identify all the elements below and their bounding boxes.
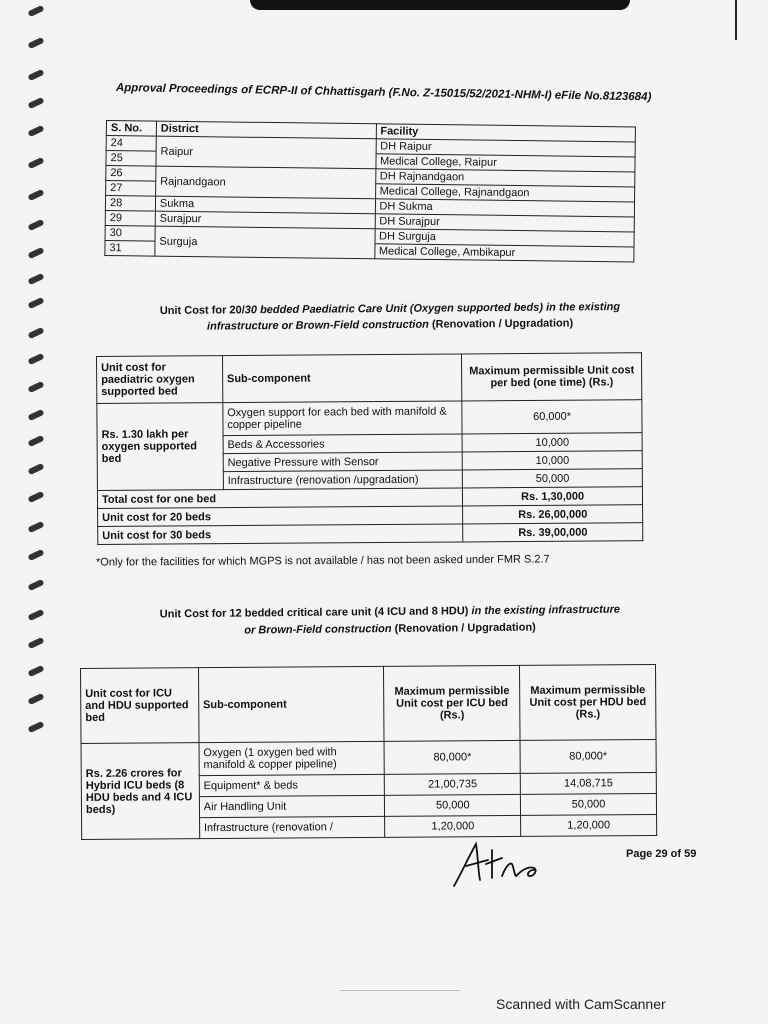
cell-facility: DH Rajnandgaon bbox=[375, 169, 635, 187]
cell-hdu-cost: 50,000 bbox=[521, 793, 657, 815]
cell-total-label: Unit cost for 30 beds bbox=[98, 524, 463, 545]
header-unit-cost: Unit cost for paediatric oxygen supported bed bbox=[97, 356, 223, 404]
cell-sno: 30 bbox=[105, 225, 155, 241]
cell-district: Sukma bbox=[155, 196, 375, 214]
cell-component: Beds & Accessories bbox=[223, 434, 463, 454]
cell-icu-cost: 50,000 bbox=[385, 794, 521, 816]
total-row bbox=[98, 523, 643, 545]
header-sno: S. No. bbox=[106, 121, 156, 137]
header-facility: Facility bbox=[376, 124, 636, 142]
cell-district: Rajnandgaon bbox=[155, 166, 375, 199]
cell-facility: Medical College, Ambikapur bbox=[374, 244, 634, 262]
cell-icu-cost: 21,00,735 bbox=[385, 773, 521, 795]
cell-sno: 25 bbox=[106, 151, 156, 167]
document-heading: Approval Proceedings of ECRP-II of Chhattisgarh (F.No. Z-15015/52/2021-NHM-I) eFile No.8123684) bbox=[115, 82, 652, 104]
cell-total-value: Rs. 26,00,000 bbox=[463, 505, 643, 524]
paediatric-cost-table bbox=[96, 352, 643, 545]
cell-component: Oxygen support for each bed with manifold & copper pipeline bbox=[223, 401, 463, 436]
cell-hdu-cost: 14,08,715 bbox=[520, 772, 656, 794]
spiral-binding-holes bbox=[22, 0, 52, 760]
cell-total-value: Rs. 1,30,000 bbox=[463, 487, 643, 506]
facility-table bbox=[104, 120, 636, 262]
header-sub-component: Sub-component bbox=[222, 354, 462, 403]
scan-smudge bbox=[340, 990, 460, 991]
caption-text: Unit Cost for 12 bedded critical care unit (4 ICU and 8 HDU) bbox=[159, 605, 469, 621]
cell-icu-cost: 80,000* bbox=[384, 740, 520, 774]
cell-cost: 10,000 bbox=[462, 451, 642, 470]
caption-text: (Renovation / Upgradation) bbox=[391, 621, 536, 635]
page-number bbox=[626, 848, 696, 860]
cell-cost: 10,000 bbox=[462, 433, 642, 452]
cell-cost: 60,000* bbox=[462, 400, 642, 434]
caption-text: Unit Cost for 20/ bbox=[159, 304, 245, 318]
cell-district: Raipur bbox=[156, 136, 376, 169]
caption-text: (Renovation / Upgradation) bbox=[428, 317, 574, 331]
cell-hdu-cost: 80,000* bbox=[520, 739, 656, 773]
cell-district: Surguja bbox=[155, 226, 375, 259]
cell-facility: Medical College, Rajnandgaon bbox=[375, 184, 635, 202]
header-sub-component: Sub-component bbox=[198, 666, 384, 742]
cell-facility: DH Surguja bbox=[375, 229, 635, 247]
cell-component: Infrastructure (renovation /upgradation) bbox=[223, 470, 463, 490]
scanner-watermark: Scanned with CamScanner bbox=[496, 996, 666, 1012]
cell-unit-cost: Rs. 2.26 crores for Hybrid ICU beds (8 HDU beds and 4 ICU beds) bbox=[81, 743, 199, 840]
cell-component: Negative Pressure with Sensor bbox=[223, 452, 463, 472]
header-district: District bbox=[156, 121, 376, 139]
header-icu-cost: Maximum permissible Unit cost per ICU bed (Rs.) bbox=[384, 665, 520, 741]
header-hdu-cost: Maximum permissible Unit cost per HDU bed (Rs.) bbox=[520, 664, 656, 740]
cell-component: Air Handling Unit bbox=[199, 795, 385, 817]
caption-text-italic: in the existing infrastructure bbox=[468, 603, 621, 618]
cell-component: Infrastructure (renovation / bbox=[199, 816, 385, 838]
scan-top-edge bbox=[250, 0, 630, 10]
cell-sno: 26 bbox=[106, 166, 156, 182]
critical-care-cost-table bbox=[80, 664, 657, 840]
cell-facility: DH Raipur bbox=[376, 139, 636, 157]
caption-text-italic: 30 bedded Paediatric Care Unit (Oxygen supported beds) in the existing bbox=[244, 300, 621, 317]
cell-total-value: Rs. 39,00,000 bbox=[463, 523, 643, 542]
table-row bbox=[97, 400, 642, 437]
cell-hdu-cost: 1,20,000 bbox=[521, 814, 657, 836]
cell-sno: 27 bbox=[106, 181, 156, 197]
cell-icu-cost: 1,20,000 bbox=[385, 815, 521, 837]
cell-unit-cost: Rs. 1.30 lakh per oxygen supported bed bbox=[97, 403, 223, 491]
cell-component: Equipment* & beds bbox=[199, 774, 385, 796]
critical-care-caption bbox=[110, 601, 670, 641]
cell-sno: 29 bbox=[105, 210, 155, 226]
cell-component: Oxygen (1 oxygen bed with manifold & copper pipeline) bbox=[199, 741, 385, 775]
paediatric-caption bbox=[120, 299, 660, 336]
cell-total-label: Total cost for one bed bbox=[97, 488, 462, 509]
table-header-row bbox=[97, 353, 642, 404]
caption-text-italic: or Brown-Field construction bbox=[244, 622, 392, 637]
handwritten-signature bbox=[448, 836, 558, 896]
table-header-row bbox=[81, 664, 657, 743]
page-total: 59 bbox=[684, 848, 697, 860]
cell-district: Surajpur bbox=[155, 211, 375, 229]
cell-cost: 50,000 bbox=[463, 469, 643, 488]
page-prefix: Page bbox=[626, 848, 656, 860]
cell-sno: 31 bbox=[105, 240, 155, 256]
cell-facility: Medical College, Raipur bbox=[375, 154, 635, 172]
paediatric-footnote: *Only for the facilities for which MGPS is not available / has not been asked under FMR S.2.7 bbox=[95, 553, 550, 569]
header-max-cost: Maximum permissible Unit cost per bed (one time) (Rs.) bbox=[462, 353, 642, 401]
caption-text-italic: infrastructure or Brown-Field construction bbox=[206, 318, 429, 333]
cell-facility: DH Sukma bbox=[375, 199, 635, 217]
cell-sno: 28 bbox=[105, 196, 155, 212]
cell-total-label: Unit cost for 20 beds bbox=[98, 506, 463, 527]
cell-sno: 24 bbox=[106, 136, 156, 152]
scan-right-edge bbox=[735, 0, 737, 40]
page-mid: of bbox=[667, 848, 685, 860]
cell-facility: DH Surajpur bbox=[375, 214, 635, 232]
table-row bbox=[81, 739, 656, 776]
header-unit-cost: Unit cost for ICU and HDU supported bed bbox=[81, 668, 199, 744]
page-current: 29 bbox=[655, 848, 668, 860]
